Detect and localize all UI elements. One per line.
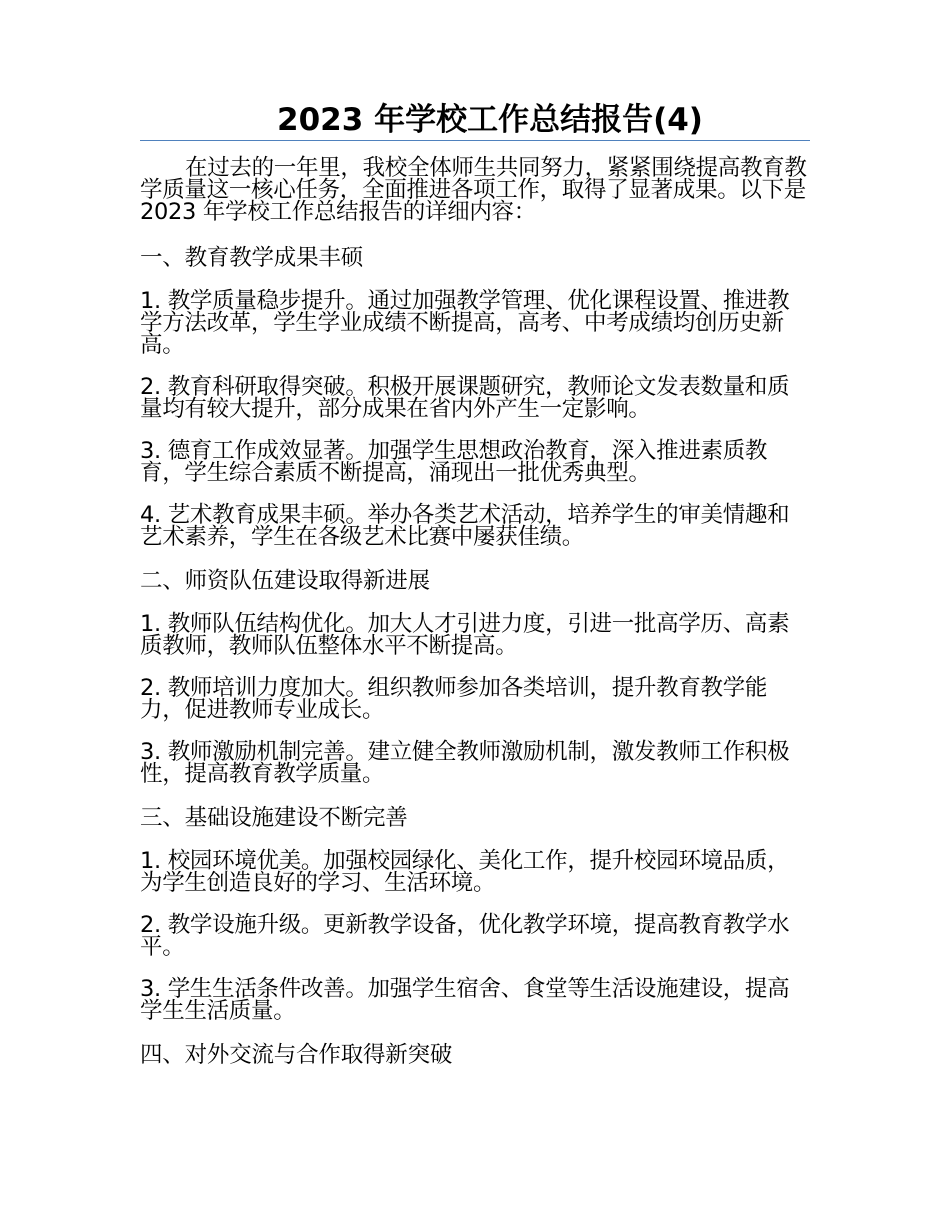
section-4 [140,1042,810,1068]
title-underline [140,140,810,141]
section-2 [140,568,810,785]
section-1 [140,245,810,548]
document-page [140,100,810,1087]
list-item: 3. 学生生活条件改善。加强学生宿舍、食堂等生活设施建设，提高学生生活质量。 [140,976,790,1024]
list-item: 4. 艺术教育成果丰硕。举办各类艺术活动，培养学生的审美情趣和艺术素养，学生在各级艺术比赛中屡获佳绩。 [140,502,790,550]
list-item: 2. 教育科研取得突破。积极开展课题研究，教师论文发表数量和质量均有较大提升，部分成果在省内外产生一定影响。 [140,374,790,422]
list-item: 2. 教师培训力度加大。组织教师参加各类培训，提升教育教学能力，促进教师专业成长。 [140,675,768,723]
list-item: 2. 教学设施升级。更新教学设备，优化教学环境，提高教育教学水平。 [140,912,790,960]
section-heading: 一、教育教学成果丰硕 [140,245,364,271]
section-heading: 三、基础设施建设不断完善 [140,805,408,831]
document-title: 2023 年学校工作总结报告(4) [277,102,703,138]
list-item: 1. 教师队伍结构优化。加大人才引进力度，引进一批高学历、高素质教师，教师队伍整体水平不断提高。 [140,611,790,659]
list-item: 3. 教师激励机制完善。建立健全教师激励机制，激发教师工作积极性，提高教育教学质量。 [140,739,790,787]
intro-paragraph: 在过去的一年里，我校全体师生共同努力，紧紧围绕提高教育教学质量这一核心任务，全面推进各项工作，取得了显著成果。以下是 2023 年学校工作总结报告的详细内容： [140,155,807,225]
list-item: 3. 德育工作成效显著。加强学生思想政治教育，深入推进素质教育，学生综合素质不断提高，涌现出一批优秀典型。 [140,438,768,486]
section-heading: 二、师资队伍建设取得新进展 [140,568,430,594]
section-3 [140,805,810,1022]
section-heading: 四、对外交流与合作取得新突破 [140,1042,453,1068]
list-item: 1. 校园环境优美。加强校园绿化、美化工作，提升校园环境品质，为学生创造良好的学习、生活环境。 [140,848,790,896]
list-item: 1. 教学质量稳步提升。通过加强教学管理、优化课程设置、推进教学方法改革，学生学业成绩不断提高，高考、中考成绩均创历史新高。 [140,288,790,358]
